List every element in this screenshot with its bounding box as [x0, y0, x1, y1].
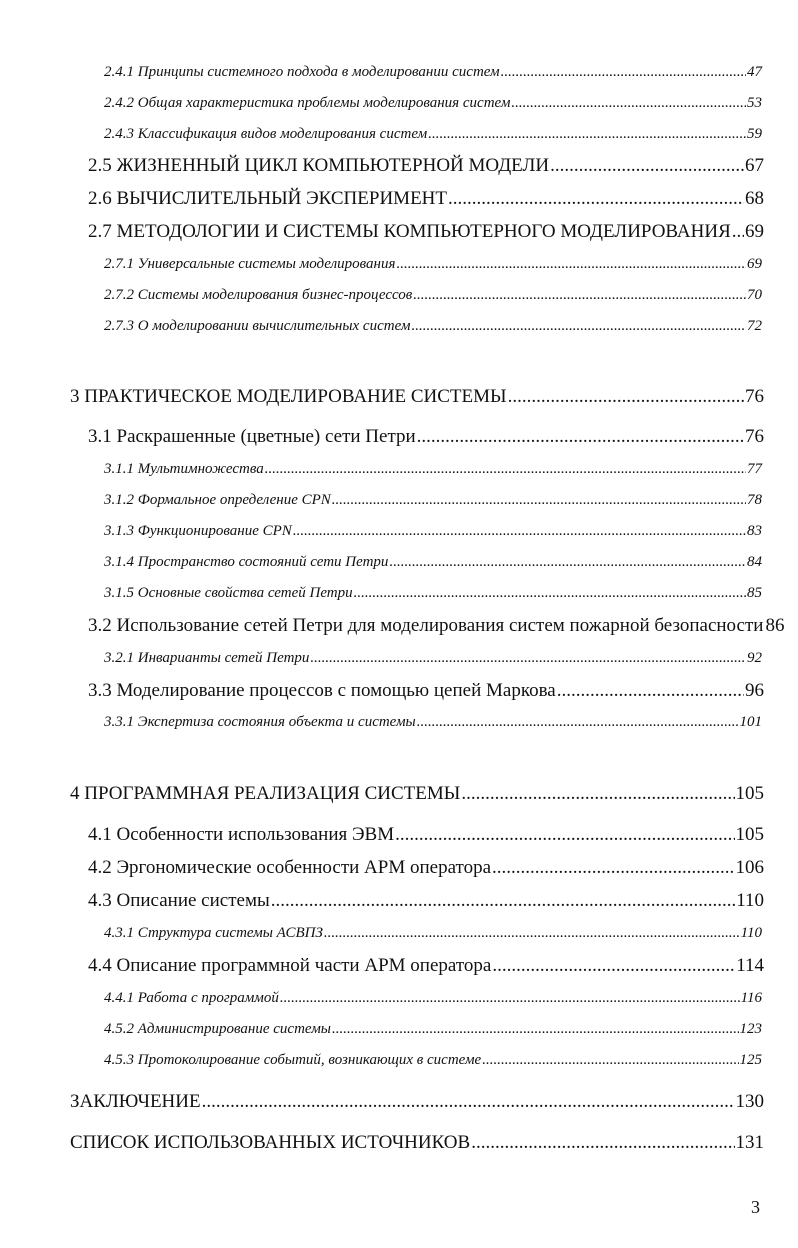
dot-leader	[413, 287, 746, 304]
toc-entry	[88, 155, 764, 177]
toc-entry-page: 70	[747, 287, 762, 303]
dot-leader	[557, 680, 744, 702]
dot-leader	[332, 1021, 739, 1038]
toc-entry	[88, 221, 764, 243]
dot-leader	[332, 492, 746, 509]
toc-entry-title: 3.1.1 Мультимножества	[104, 461, 264, 477]
toc-entry-title: 2.7 МЕТОДОЛОГИИ И СИСТЕМЫ КОМПЬЮТЕРНОГО МОДЕЛИРОВАНИЯ	[88, 221, 731, 242]
toc-entry	[70, 1132, 764, 1154]
toc-entry-title: 3.2.1 Инварианты сетей Петри	[104, 650, 310, 666]
toc-entry-page: 116	[740, 990, 762, 1006]
toc-entry-page: 59	[747, 126, 762, 142]
toc-entry-title: 4.3.1 Структура системы АСВПЗ	[104, 925, 323, 941]
toc-entry-page: 53	[747, 95, 762, 111]
toc-entry-page: 47	[747, 64, 762, 80]
toc-entry	[88, 955, 764, 977]
toc-entry	[88, 615, 785, 637]
toc-entry-title: 2.7.3 О моделировании вычислительных систем	[104, 318, 411, 334]
toc-entry	[88, 857, 764, 879]
toc-entry-page: 105	[735, 824, 764, 845]
toc-entry-title: 2.4.3 Классификация видов моделирования систем	[104, 126, 428, 142]
toc-entry-title: 3.1.4 Пространство состояний сети Петри	[104, 554, 389, 570]
toc-entry-page: 110	[740, 925, 762, 941]
toc-entry	[104, 925, 762, 942]
toc-entry-page: 125	[739, 1052, 762, 1068]
toc-entry	[104, 492, 762, 509]
dot-leader	[417, 426, 744, 448]
toc-entry-page: 69	[745, 221, 764, 242]
dot-leader	[202, 1091, 735, 1113]
dot-leader	[511, 95, 746, 112]
toc-entry-page: 72	[747, 318, 762, 334]
toc-entry-page: 106	[735, 857, 764, 878]
toc-entry	[104, 1021, 762, 1038]
dot-leader	[389, 554, 746, 571]
dot-leader	[428, 126, 746, 143]
toc-entry	[104, 126, 762, 143]
toc-entry-title: ЗАКЛЮЧЕНИЕ	[70, 1091, 201, 1112]
dot-leader	[354, 585, 746, 602]
toc-entry	[104, 64, 762, 81]
toc-entry-title: 4.5.2 Администрирование системы	[104, 1021, 331, 1037]
dot-leader	[461, 783, 734, 805]
toc-entry-title: 4 ПРОГРАММНАЯ РЕАЛИЗАЦИЯ СИСТЕМЫ	[70, 783, 461, 804]
toc-entry	[88, 890, 764, 912]
dot-leader	[310, 650, 746, 667]
dot-leader	[550, 155, 744, 177]
toc-entry-title: 2.7.2 Системы моделирования бизнес-процессов	[104, 287, 413, 303]
toc-entry-title: 3.1.2 Формальное определение CPN	[104, 492, 331, 508]
toc-entry-page: 101	[739, 714, 762, 730]
dot-leader	[492, 955, 735, 977]
toc-entry-page: 69	[747, 256, 762, 272]
dot-leader	[482, 1052, 738, 1069]
dot-leader	[396, 256, 746, 273]
toc-entry-page: 131	[735, 1132, 764, 1153]
toc-entry-page: 86	[765, 615, 785, 636]
toc-entry	[104, 95, 762, 112]
toc-entry-page: 130	[735, 1091, 764, 1112]
toc-entry-page: 77	[747, 461, 762, 477]
toc-entry-title: СПИСОК ИСПОЛЬЗОВАННЫХ ИСТОЧНИКОВ	[70, 1132, 471, 1153]
toc-entry	[104, 461, 762, 478]
toc-entry	[88, 680, 764, 702]
toc-entry-title: 3.3 Моделирование процессов с помощью цепей Маркова	[88, 680, 556, 701]
toc-entry-title: 4.4 Описание программной части АРМ оператора	[88, 955, 492, 976]
toc-entry-page: 68	[745, 188, 764, 209]
dot-leader	[492, 857, 734, 879]
dot-leader	[732, 221, 744, 243]
dot-leader	[324, 925, 740, 942]
dot-leader	[395, 824, 734, 846]
toc-entry-page: 105	[735, 783, 764, 804]
dot-leader	[280, 990, 740, 1007]
toc-entry-page: 83	[747, 523, 762, 539]
toc-entry-page: 110	[736, 890, 764, 911]
toc-entry	[104, 1052, 762, 1069]
toc-entry-title: 4.2 Эргономические особенности АРМ оператора	[88, 857, 492, 878]
toc-entry-page: 67	[745, 155, 764, 176]
page-number: 3	[751, 1197, 760, 1217]
toc-entry	[104, 990, 762, 1007]
toc-entry-title: 2.4.2 Общая характеристика проблемы моделирования систем	[104, 95, 511, 111]
toc-entry	[88, 824, 764, 846]
toc-entry-page: 76	[745, 386, 764, 407]
dot-leader	[508, 386, 744, 408]
dot-leader	[271, 890, 735, 912]
dot-leader	[448, 188, 744, 210]
toc-entry-title: 3.3.1 Экспертиза состояния объекта и системы	[104, 714, 416, 730]
toc-entry	[104, 318, 762, 335]
toc-entry-title: 3 ПРАКТИЧЕСКОЕ МОДЕЛИРОВАНИЕ СИСТЕМЫ	[70, 386, 507, 407]
toc-entry-title: 4.1 Особенности использования ЭВМ	[88, 824, 395, 845]
toc-entry-title: 2.5 ЖИЗНЕННЫЙ ЦИКЛ КОМПЬЮТЕРНОЙ МОДЕЛИ	[88, 155, 550, 176]
toc-entry	[104, 256, 762, 273]
toc-entry	[104, 650, 762, 667]
toc-entry-title: 2.4.1 Принципы системного подхода в моделировании систем	[104, 64, 500, 80]
dot-leader	[471, 1132, 734, 1154]
toc-entry-page: 84	[747, 554, 762, 570]
dot-leader	[265, 461, 746, 478]
toc-entry-title: 2.6 ВЫЧИСЛИТЕЛЬНЫЙ ЭКСПЕРИМЕНТ	[88, 188, 447, 209]
toc-entry	[70, 386, 764, 408]
toc-entry-page: 78	[747, 492, 762, 508]
toc-entry-page: 92	[747, 650, 762, 666]
toc-entry	[104, 523, 762, 540]
dot-leader	[417, 714, 739, 731]
toc-entry	[104, 287, 762, 304]
toc-entry	[104, 714, 762, 731]
toc-entry-title: 2.7.1 Универсальные системы моделирования	[104, 256, 396, 272]
toc-entry-page: 76	[745, 426, 764, 447]
toc-entry-page: 96	[745, 680, 764, 701]
dot-leader	[293, 523, 746, 540]
toc-entry	[88, 188, 764, 210]
toc-entry-title: 4.4.1 Работа с программой	[104, 990, 279, 1006]
toc-entry	[104, 585, 762, 602]
toc-entry-title: 3.1 Раскрашенные (цветные) сети Петри	[88, 426, 416, 447]
toc-entry-title: 4.3 Описание системы	[88, 890, 270, 911]
toc-entry	[88, 426, 764, 448]
toc-entry	[104, 554, 762, 571]
toc-entry-title: 3.2 Использование сетей Петри для моделирования систем пожарной безопасности	[88, 615, 764, 636]
toc-entry-title: 3.1.5 Основные свойства сетей Петри	[104, 585, 353, 601]
toc-entry-page: 123	[739, 1021, 762, 1037]
toc-entry	[70, 783, 764, 805]
dot-leader	[501, 64, 746, 81]
toc-entry-page: 85	[747, 585, 762, 601]
toc-entry-title: 4.5.3 Протоколирование событий, возникающих в системе	[104, 1052, 482, 1068]
dot-leader	[411, 318, 746, 335]
toc-entry-page: 114	[736, 955, 764, 976]
toc-entry-title: 3.1.3 Функционирование CPN	[104, 523, 292, 539]
toc-entry	[70, 1091, 764, 1113]
